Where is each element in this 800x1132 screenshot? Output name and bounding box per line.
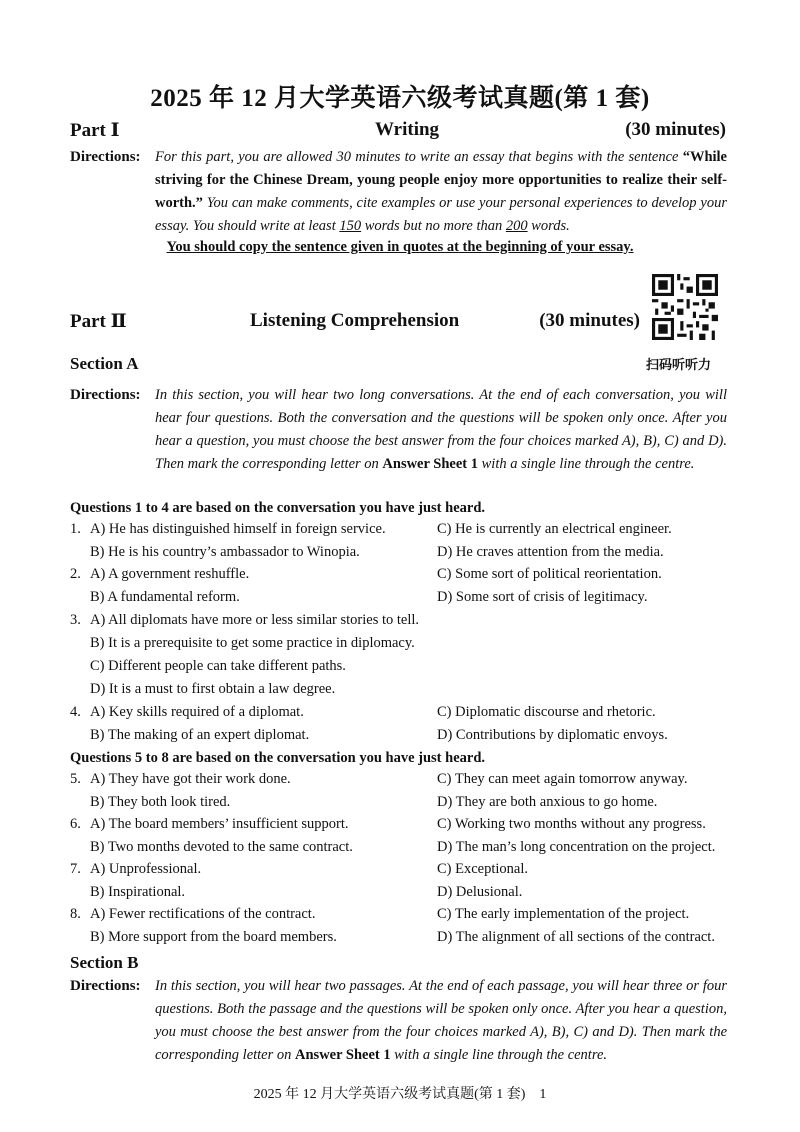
question-3-option-a: A) All diplomats have more or less similar stories to tell. xyxy=(90,612,420,628)
question-7-number: 7. xyxy=(70,861,81,877)
part1-name: Writing xyxy=(375,119,440,140)
question-5-option-c: C) They can meet again tomorrow anyway. xyxy=(437,771,688,787)
page-footer xyxy=(0,1083,800,1103)
question-7-option-d: D) Delusional. xyxy=(437,884,523,900)
part2-name: Listening Comprehension xyxy=(250,310,460,331)
question-6-number: 6. xyxy=(70,816,81,832)
section-a-directions-label: Directions: xyxy=(70,387,141,403)
part1-dir-quote: “While striving for the Chinese Dream, young people enjoy more opportunities to realize their self-worth.” xyxy=(155,149,727,211)
qr-code-icon[interactable] xyxy=(652,274,718,340)
question-3-option-d: D) It is a must to first obtain a law degree. xyxy=(90,681,336,697)
part1-dir-a: For this part, you are allowed 30 minutes to write an essay that begins with the sentence xyxy=(155,149,679,165)
question-group-2-head: Questions 5 to 8 are based on the conversation you have just heard. xyxy=(70,750,486,766)
question-5-number: 5. xyxy=(70,771,81,787)
part1-dir-d: words. xyxy=(527,218,570,234)
copy-sentence-note: You should copy the sentence given in quotes at the beginning of your essay. xyxy=(166,239,634,255)
part1-header xyxy=(70,119,726,145)
part1-directions xyxy=(155,146,727,238)
question-2-option-b: B) A fundamental reform. xyxy=(90,589,240,605)
question-1-option-a: A) He has distinguished himself in foreign service. xyxy=(90,521,386,537)
page-title: 2025 年 12 月大学英语六级考试真题(第 1 套) xyxy=(150,85,650,112)
question-4-option-c: C) Diplomatic discourse and rhetoric. xyxy=(437,704,656,720)
part1-dir-b: You can make comments, cite examples or use your personal experiences to develop your essay. You should write at least xyxy=(155,195,727,234)
question-7-option-c: C) Exceptional. xyxy=(437,861,529,877)
question-7-option-b: B) Inspirational. xyxy=(90,884,186,900)
part2-time: (30 minutes) xyxy=(539,310,640,331)
question-4-option-d: D) Contributions by diplomatic envoys. xyxy=(437,727,668,743)
question-3-option-b: B) It is a prerequisite to get some practice in diplomacy. xyxy=(90,635,415,651)
question-3-number: 3. xyxy=(70,612,81,628)
question-1-option-d: D) He craves attention from the media. xyxy=(437,544,664,560)
question-8-option-a: A) Fewer rectifications of the contract. xyxy=(90,906,316,922)
question-5-option-a: A) They have got their work done. xyxy=(90,771,291,787)
question-1-option-b: B) He is his country’s ambassador to Winopia. xyxy=(90,544,360,560)
section-a-heading: Section A xyxy=(70,354,139,373)
section-b-directions: In this section, you will hear two passages. At the end of each passage, you will hear three or four questions. Both the passage and the questions will be spoken only once. After you hear a question, you must choose the best answer from the four choices marked A), B), C) and D). Then mark the corresponding letter on Answer Sheet 1 with a single line through the centre. xyxy=(155,978,727,1063)
question-6-option-c: C) Working two months without any progress. xyxy=(437,816,706,832)
question-2-option-c: C) Some sort of political reorientation. xyxy=(437,566,662,582)
question-5-option-b: B) They both look tired. xyxy=(90,794,231,810)
question-8-number: 8. xyxy=(70,906,81,922)
qr-caption: 扫码听听力 xyxy=(646,358,712,373)
question-1-option-c: C) He is currently an electrical engineer. xyxy=(437,521,672,537)
question-7-option-a: A) Unprofessional. xyxy=(90,861,202,877)
question-group-1-head: Questions 1 to 4 are based on the conversation you have just heard. xyxy=(70,500,486,516)
section-b-heading: Section B xyxy=(70,953,139,972)
section-a-directions: In this section, you will hear two long conversations. At the end of each conversation, you will hear four questions. Both the conversation and the questions will be spoken only once. After you hear a question, you must choose the best answer from the four choices marked A), B), C) and D). Then mark the corresponding letter on Answer Sheet 1 with a single line through the centre. xyxy=(155,387,727,472)
question-2-number: 2. xyxy=(70,566,81,582)
part1-dir-c: words but no more than xyxy=(361,218,506,234)
part2-label: Part Ⅱ xyxy=(70,311,127,332)
question-4-number: 4. xyxy=(70,704,81,720)
question-6-option-a: A) The board members’ insufficient support. xyxy=(90,816,349,832)
question-4-option-a: A) Key skills required of a diplomat. xyxy=(90,704,304,720)
question-6-option-b: B) Two months devoted to the same contract. xyxy=(90,839,353,855)
question-3-option-c: C) Different people can take different paths. xyxy=(90,658,346,674)
part1-max-words: 200 xyxy=(505,218,528,234)
section-b-directions-label: Directions: xyxy=(70,978,141,994)
question-8-option-d: D) The alignment of all sections of the contract. xyxy=(437,929,715,945)
part2-header xyxy=(70,310,640,336)
question-5-option-d: D) They are both anxious to go home. xyxy=(437,794,658,810)
question-2-option-a: A) A government reshuffle. xyxy=(90,566,250,582)
question-6-option-d: D) The man’s long concentration on the project. xyxy=(437,839,716,855)
question-8-option-c: C) The early implementation of the project. xyxy=(437,906,690,922)
part1-time: (30 minutes) xyxy=(625,119,726,140)
footer-title: 2025 年 12 月大学英语六级考试真题(第 1 套) xyxy=(253,1087,526,1102)
question-2-option-d: D) Some sort of crisis of legitimacy. xyxy=(437,589,648,605)
question-8-option-b: B) More support from the board members. xyxy=(90,929,337,945)
answer-sheet-label: Answer Sheet 1 xyxy=(382,456,478,472)
part1-label: Part Ⅰ xyxy=(70,120,120,141)
part1-directions-label: Directions: xyxy=(70,149,141,165)
page-number: 1 xyxy=(539,1087,547,1102)
part1-min-words: 150 xyxy=(339,218,362,234)
question-4-option-b: B) The making of an expert diplomat. xyxy=(90,727,310,743)
answer-sheet-label: Answer Sheet 1 xyxy=(295,1047,391,1063)
question-1-number: 1. xyxy=(70,521,81,537)
